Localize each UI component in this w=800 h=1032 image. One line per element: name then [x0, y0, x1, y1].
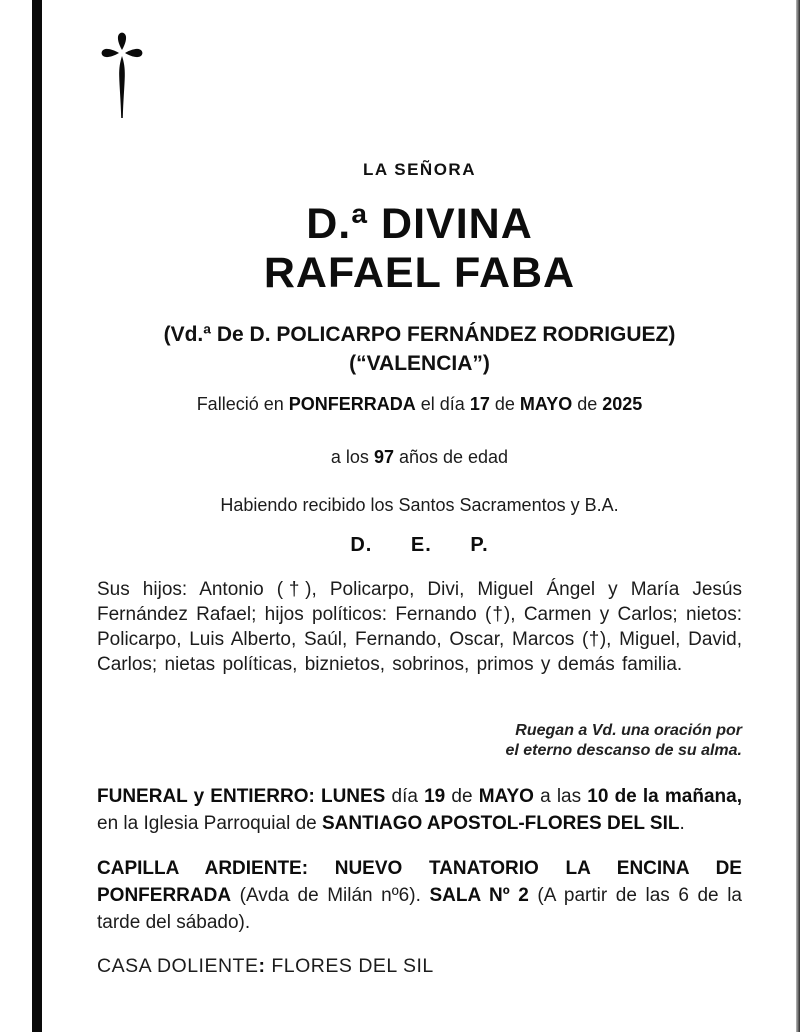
deceased-name-line1: D.ª DIVINA	[306, 200, 533, 248]
death-text: de	[489, 394, 520, 414]
age-value: 97	[373, 447, 394, 467]
left-border-rule	[32, 0, 42, 1032]
prayer-line2: el eterno descanso de su alma.	[505, 741, 742, 759]
prayer-request	[97, 721, 742, 760]
mourning-house-label: CASA DOLIENTE	[97, 955, 259, 977]
chapel-room: SALA Nº 2	[429, 885, 529, 906]
funeral-text: a las	[533, 786, 588, 807]
age-text: a los	[330, 447, 374, 467]
funeral-text: en la Iglesia Parroquial de	[97, 813, 322, 834]
funeral-month: MAYO	[478, 786, 534, 807]
death-place: PONFERRADA	[288, 394, 416, 414]
honorific-title: LA SEÑORA	[363, 160, 476, 179]
funeral-text: .	[679, 813, 685, 834]
funeral-time: 10 de la mañana,	[587, 786, 742, 807]
death-text: el día	[415, 394, 470, 414]
prayer-line1: Ruegan a Vd. una oración por	[515, 722, 742, 739]
chapel-address: (Avda de Milán nº6).	[231, 885, 430, 906]
death-day: 17	[469, 394, 490, 414]
funeral-details	[97, 783, 742, 837]
funeral-text: día	[385, 786, 425, 807]
age-line	[97, 447, 742, 468]
mourning-house-line	[97, 955, 742, 978]
death-text: de	[572, 394, 603, 414]
chapel-schedule: (A partir de las 6 de la tarde del sábado).	[97, 885, 742, 933]
deceased-name-line2: RAFAEL FABA	[263, 249, 576, 297]
dep-abbreviation: D. E. P.	[350, 534, 489, 556]
mourning-house-colon: :	[258, 955, 266, 977]
right-border-rule	[796, 0, 800, 1032]
funeral-heading: FUNERAL y ENTIERRO: LUNES	[97, 786, 386, 807]
chapel-heading: CAPILLA ARDIENTE: NUEVO TANATORIO LA ENCINA DE PONFERRADA	[97, 858, 742, 906]
deceased-name	[97, 200, 742, 298]
funeral-day: 19	[424, 786, 446, 807]
funeral-text: de	[445, 786, 479, 807]
latin-cross-icon	[100, 26, 144, 120]
sacraments-line: Habiendo recibido los Santos Sacramentos y B.A.	[220, 495, 619, 515]
chapel-details	[97, 855, 742, 936]
widow-of-line	[97, 320, 742, 378]
funeral-church: SANTIAGO APOSTOL-FLORES DEL SIL	[321, 813, 680, 834]
age-text: años de edad	[393, 447, 509, 467]
nickname-text: (“VALENCIA”)	[349, 352, 490, 375]
family-paragraph: Sus hijos: Antonio (†), Policarpo, Divi, Miguel Ángel y María Jesús Fernández Rafael; hijos políticos: Fernando (†), Carmen y Carlos; nietos: Policarpo, Luis Alberto, Saúl, Fernando, Oscar, Marcos (†), Miguel, David, Carlos; nietas políticas, biznietos, sobrinos, primos y demás familia.	[97, 579, 742, 675]
mourning-house-place: FLORES DEL SIL	[265, 955, 434, 977]
death-month: MAYO	[519, 394, 573, 414]
death-date-line	[97, 394, 742, 415]
death-year: 2025	[602, 394, 643, 414]
death-text: Falleció en	[196, 394, 289, 414]
widow-of-text: (Vd.ª De D. POLICARPO FERNÁNDEZ RODRIGUEZ)	[163, 323, 676, 346]
